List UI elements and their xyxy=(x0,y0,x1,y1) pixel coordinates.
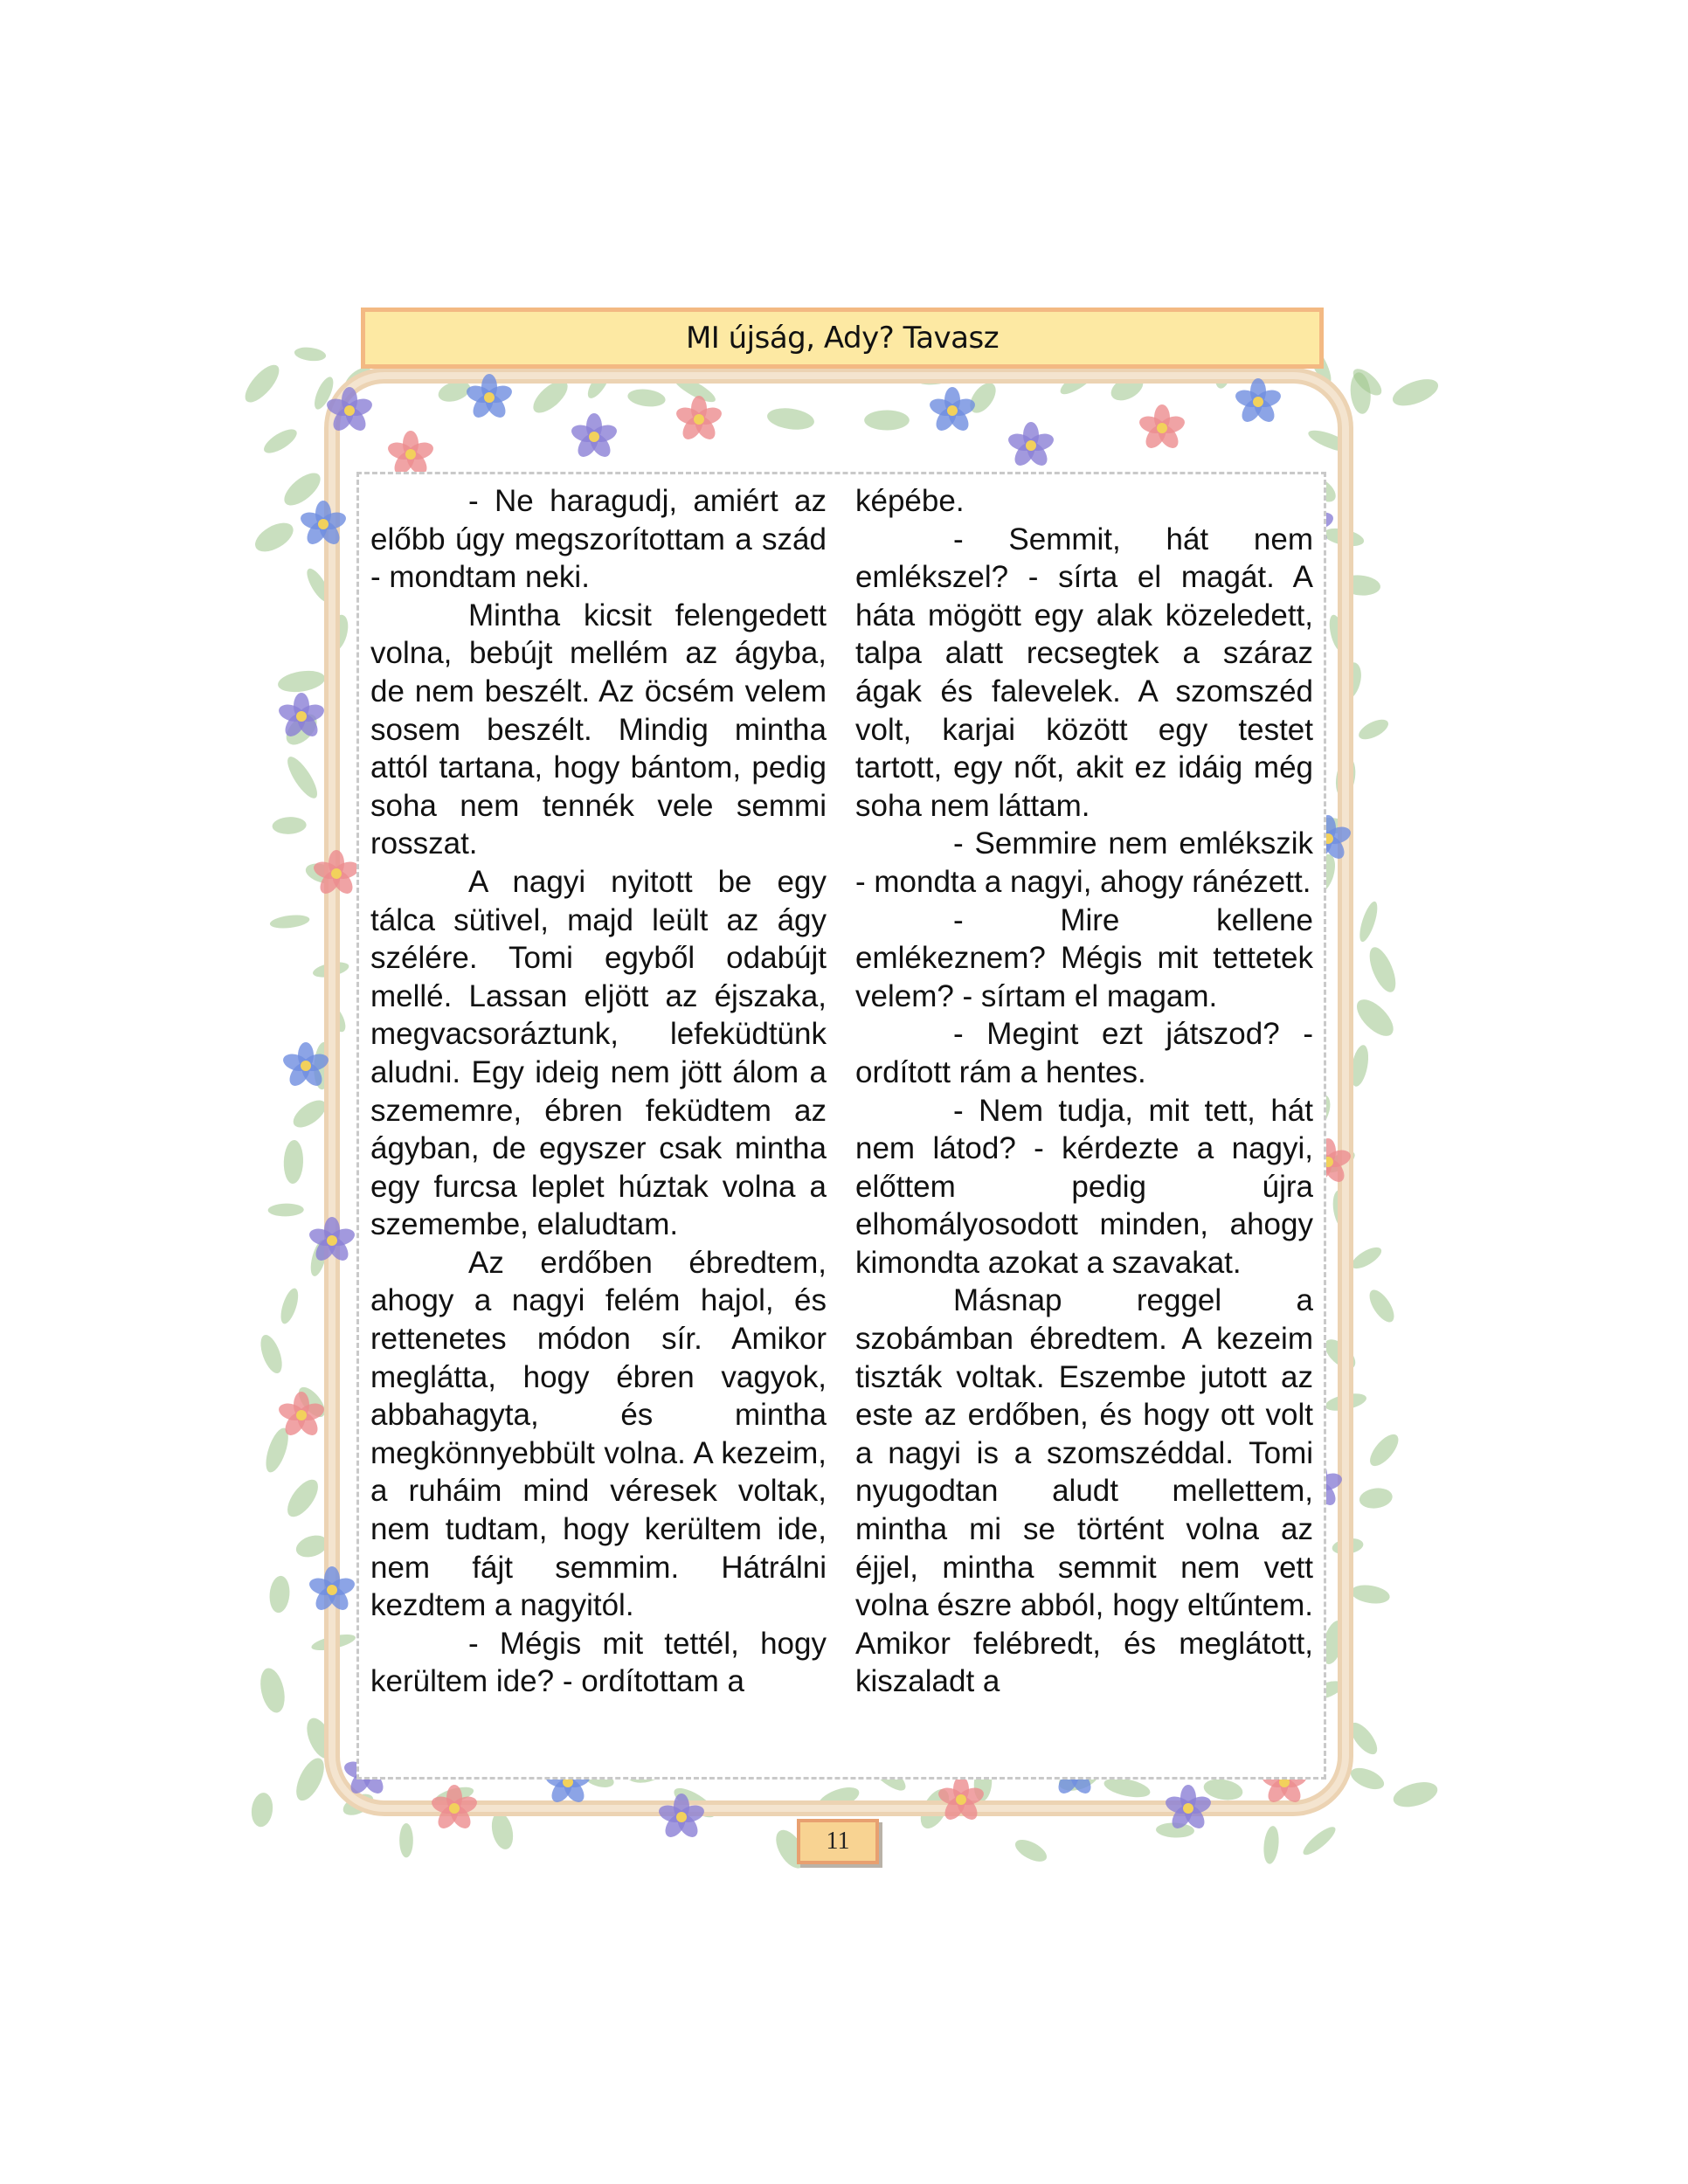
flower-decoration xyxy=(1138,404,1187,452)
leaf-decoration xyxy=(1365,943,1401,995)
leaf-decoration xyxy=(282,753,322,802)
right-column xyxy=(855,482,1313,1701)
leaf-decoration xyxy=(272,816,307,835)
leaf-decoration xyxy=(281,1475,323,1522)
flower-decoration xyxy=(1007,422,1056,469)
leaf-decoration xyxy=(1350,1583,1391,1607)
leaf-decoration xyxy=(1356,715,1392,743)
leaf-decoration xyxy=(257,1666,289,1715)
flower-decoration xyxy=(928,387,978,434)
flower-decoration xyxy=(299,501,349,548)
flower-decoration xyxy=(570,413,619,460)
paragraph: - Megint ezt játszod? - ordított rám a hentes. xyxy=(855,1017,1313,1089)
flower-decoration xyxy=(675,396,724,443)
leaf-decoration xyxy=(1356,900,1380,943)
leaf-decoration xyxy=(251,517,298,557)
paragraph: képébe. xyxy=(855,484,965,518)
leaf-decoration xyxy=(268,1575,291,1614)
leaf-decoration xyxy=(277,1286,301,1325)
header-bar xyxy=(361,308,1324,369)
page-number: 11 xyxy=(826,1828,850,1855)
paragraph: - Semmire nem emlékszik - mondta a nagyi, ahogy ránézett. xyxy=(855,826,1313,899)
leaf-decoration xyxy=(1365,1430,1403,1471)
header-title: MI újság, Ady? Tavasz xyxy=(685,321,1000,356)
leaf-decoration xyxy=(626,387,667,408)
paragraph: - Semmit, hát nem emlékszel? - sírta el magát. A háta mögött egy alak közeledett, talpa alatt recsegtek a száraz ágak és falevelek. A szomszéd volt, karjai között egy testet tartott, egy nőt, akit ez idáig még soha nem láttam. xyxy=(855,522,1313,823)
leaf-decoration xyxy=(269,913,310,930)
leaf-decoration xyxy=(1389,374,1442,411)
leaf-decoration xyxy=(256,1332,286,1376)
leaf-decoration xyxy=(864,411,910,431)
leaf-decoration xyxy=(765,405,815,432)
flower-decoration xyxy=(1234,378,1283,425)
paragraph: - Mégis mit tettél, hogy kerültem ide? - ordítottam a xyxy=(370,1626,827,1699)
leaf-decoration xyxy=(291,1754,330,1805)
flower-decoration xyxy=(386,431,436,478)
leaf-decoration xyxy=(1299,1823,1339,1859)
leaf-decoration xyxy=(1365,1286,1399,1326)
paragraph: Másnap reggel a szobámban ébredtem. A kezeim tiszták voltak. Eszembe jutott az este az erdőben, és hogy ott volt a nagyi is a szomszéddal. Tomi nyugodtan aludt mellettem, mintha mi se történt volna az éjjel, mintha semmit nem vett volna észre abból, hogy eltűntem. Amikor felébredt, és meglátott, kiszaladt a xyxy=(855,1283,1313,1699)
paragraph: A nagyi nyitott be egy tálca sütivel, majd leült az ágy szélére. Tomi egyből odabújt mellé. Lassan eljött az éjszaka, megvacsoráztunk, lefeküdtünk aludni. Egy ideig nem jött álom a szememre, ébren feküdtem az ágyban, de egyszer csak mintha egy furcsa leplet húztak volna a szemembe, elaludtam. xyxy=(370,864,827,1242)
page-number-box xyxy=(797,1819,879,1864)
leaf-decoration xyxy=(488,1811,516,1852)
leaf-decoration xyxy=(276,667,326,695)
paragraph: Mintha kicsit felengedett volna, bebújt mellém az ágyba, de nem beszélt. Az öcsém velem sosem beszélt. Mindig mintha attól tartana, hogy bántom, pedig soha nem tennék vele semmi rosszat. xyxy=(370,598,827,861)
leaf-decoration xyxy=(1348,1243,1384,1273)
leaf-decoration xyxy=(260,425,301,457)
leaf-decoration xyxy=(268,1203,304,1216)
leaf-decoration xyxy=(239,360,285,408)
leaf-decoration xyxy=(250,1792,275,1828)
leaf-decoration xyxy=(283,1140,304,1185)
leaf-decoration xyxy=(399,1823,413,1857)
leaf-decoration xyxy=(1351,993,1400,1042)
leaf-decoration xyxy=(1262,1825,1280,1864)
left-column xyxy=(370,482,827,1701)
leaf-decoration xyxy=(1012,1835,1050,1866)
leaf-decoration xyxy=(1347,1764,1387,1794)
leaf-decoration xyxy=(294,346,327,363)
paragraph: - Nem tudja, mit tett, hát nem látod? - kérdezte a nagyi, előttem pedig újra elhomályosodott minden, ahogy kimondta azokat a szavakat. xyxy=(855,1093,1313,1280)
paragraph: - Mire kellene emlékeznem? Mégis mit tettetek velem? - sírtam el magam. xyxy=(855,902,1313,1013)
leaf-decoration xyxy=(1358,1486,1394,1510)
paragraph: Az erdőben ébredtem, ahogy a nagyi felém hajol, és rettenetes módon sír. Amikor meglátta, hogy ébren vagyok, abbahagyta, és mintha megkönnyebbült volna. A kezeim, a ruháim mind véresek voltak, nem tudtam, hogy kerültem ide, nem fájt semmim. Hátrálni kezdtem a nagyitól. xyxy=(370,1245,827,1623)
leaf-decoration xyxy=(1390,1778,1440,1812)
paragraph: - Ne haragudj, amiért az előbb úgy megszorítottam a szád - mondtam neki. xyxy=(370,484,827,595)
